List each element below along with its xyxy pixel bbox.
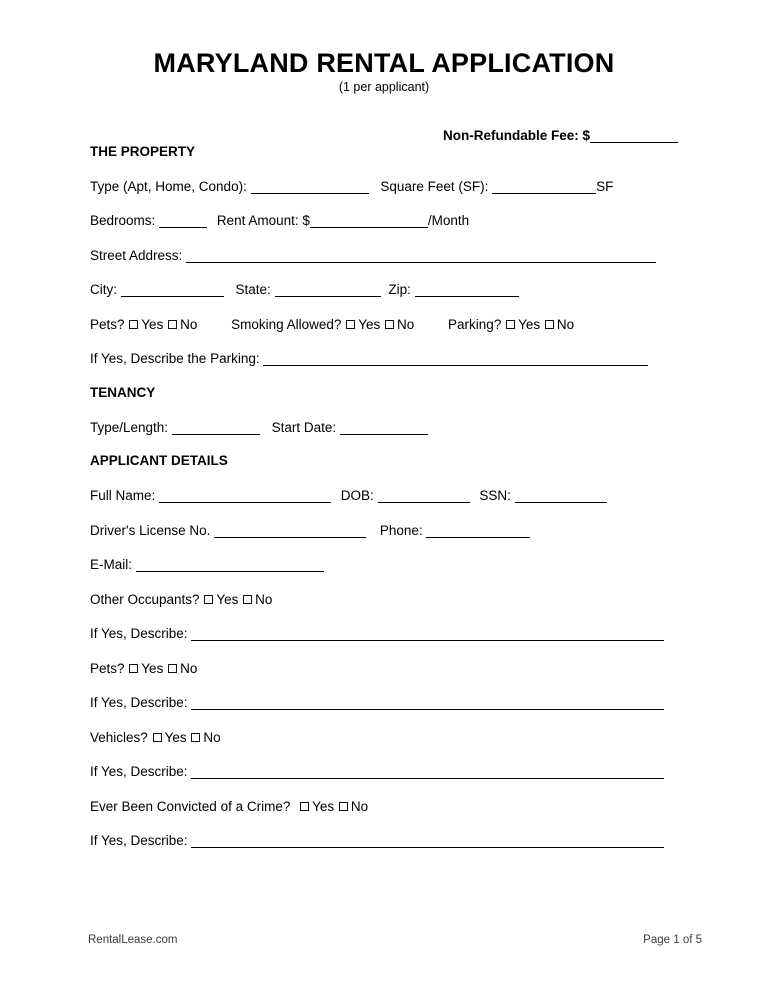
footer-page-number: Page 1 of 5 xyxy=(643,934,702,946)
section-heading-applicant: APPLICANT DETAILS xyxy=(90,453,228,469)
zip-blank[interactable] xyxy=(415,296,519,297)
smoking-label: Smoking Allowed? xyxy=(231,316,342,332)
property-pets-no-checkbox[interactable] xyxy=(168,320,177,329)
dob-label: DOB: xyxy=(340,488,374,504)
full-name-label: Full Name: xyxy=(90,488,156,504)
non-refundable-fee-field xyxy=(443,128,678,143)
row-crime xyxy=(90,799,678,815)
drivers-license-label: Driver's License No. xyxy=(90,522,211,538)
crime-yes-checkbox[interactable] xyxy=(300,802,309,811)
non-refundable-fee-label: Non-Refundable Fee: $ xyxy=(442,128,590,143)
occupants-describe-blank[interactable] xyxy=(191,640,664,641)
vehicles-describe-blank[interactable] xyxy=(191,778,664,779)
email-blank[interactable] xyxy=(136,571,324,572)
other-occupants-no-label: No xyxy=(255,591,273,607)
crime-yes-label: Yes xyxy=(312,798,335,814)
smoking-yes-checkbox[interactable] xyxy=(346,320,355,329)
ssn-label: SSN: xyxy=(479,488,511,504)
type-length-label: Type/Length: xyxy=(90,419,169,435)
parking-label: Parking? xyxy=(448,316,502,332)
row-occupants-describe xyxy=(90,626,678,642)
row-street-address xyxy=(90,248,678,264)
section-heading-property: THE PROPERTY xyxy=(90,144,196,159)
row-name-dob-ssn xyxy=(90,488,678,504)
ssn-blank[interactable] xyxy=(515,502,607,503)
parking-yes-label: Yes xyxy=(518,316,541,332)
crime-describe-label: If Yes, Describe: xyxy=(90,833,188,849)
row-license-phone xyxy=(90,523,678,539)
full-name-blank[interactable] xyxy=(159,502,331,503)
vehicles-yes-label: Yes xyxy=(164,729,187,745)
row-city-state-zip xyxy=(90,282,678,298)
property-pets-yes-checkbox[interactable] xyxy=(129,320,138,329)
applicant-pets-label: Pets? xyxy=(90,660,125,676)
vehicles-no-checkbox[interactable] xyxy=(191,733,200,742)
crime-no-checkbox[interactable] xyxy=(339,802,348,811)
row-email xyxy=(90,557,678,573)
start-date-blank[interactable] xyxy=(340,434,428,435)
applicant-pets-yes-label: Yes xyxy=(141,660,164,676)
other-occupants-yes-checkbox[interactable] xyxy=(204,595,213,604)
state-label: State: xyxy=(235,282,271,298)
row-pets-describe xyxy=(90,695,678,711)
parking-describe-blank[interactable] xyxy=(263,365,648,366)
page-title: MARYLAND RENTAL APPLICATION xyxy=(153,48,615,78)
property-pets-yes-label: Yes xyxy=(141,316,164,332)
vehicles-label: Vehicles? xyxy=(90,729,148,745)
vehicles-no-label: No xyxy=(203,729,221,745)
row-parking-describe xyxy=(90,351,678,367)
drivers-license-blank[interactable] xyxy=(214,537,366,538)
state-blank[interactable] xyxy=(275,296,381,297)
pets-describe-blank[interactable] xyxy=(191,709,664,710)
dob-blank[interactable] xyxy=(378,502,470,503)
parking-no-checkbox[interactable] xyxy=(545,320,554,329)
row-other-occupants xyxy=(90,592,678,608)
property-pets-no-label: No xyxy=(180,316,198,332)
row-tenancy-type-start xyxy=(90,420,678,436)
footer-site-name: RentalLease.com xyxy=(88,934,178,946)
applicant-pets-no-checkbox[interactable] xyxy=(168,664,177,673)
non-refundable-fee-blank[interactable] xyxy=(590,142,678,143)
email-label: E-Mail: xyxy=(90,557,133,573)
city-blank[interactable] xyxy=(121,296,224,297)
row-applicant-pets xyxy=(90,661,678,677)
page-subtitle: (1 per applicant) xyxy=(338,80,430,94)
pets-describe-label: If Yes, Describe: xyxy=(90,695,188,711)
other-occupants-label: Other Occupants? xyxy=(90,591,200,607)
zip-label: Zip: xyxy=(388,282,411,298)
city-label: City: xyxy=(90,282,117,298)
start-date-label: Start Date: xyxy=(271,419,337,435)
vehicles-describe-label: If Yes, Describe: xyxy=(90,764,188,780)
type-length-blank[interactable] xyxy=(172,434,260,435)
bedrooms-label: Bedrooms: xyxy=(90,213,156,229)
parking-describe-label: If Yes, Describe the Parking: xyxy=(90,351,260,367)
crime-no-label: No xyxy=(350,798,369,814)
smoking-no-label: No xyxy=(397,316,415,332)
phone-label: Phone: xyxy=(379,522,423,538)
rent-amount-label: Rent Amount: $ xyxy=(216,213,310,229)
street-address-blank[interactable] xyxy=(186,262,656,263)
smoking-no-checkbox[interactable] xyxy=(385,320,394,329)
form-body xyxy=(90,145,678,868)
row-bedrooms-rent xyxy=(90,213,678,229)
rent-amount-blank[interactable] xyxy=(310,227,428,228)
square-feet-suffix: SF xyxy=(596,178,614,194)
row-type-square-feet xyxy=(90,179,678,195)
parking-no-label: No xyxy=(556,316,575,332)
phone-blank[interactable] xyxy=(426,537,530,538)
section-heading-tenancy: TENANCY xyxy=(90,384,156,400)
occupants-describe-label: If Yes, Describe: xyxy=(90,626,188,642)
applicant-pets-yes-checkbox[interactable] xyxy=(129,664,138,673)
row-vehicles-describe xyxy=(90,764,678,780)
street-address-label: Street Address: xyxy=(90,247,183,263)
parking-yes-checkbox[interactable] xyxy=(506,320,515,329)
crime-label: Ever Been Convicted of a Crime? xyxy=(90,798,291,814)
crime-describe-blank[interactable] xyxy=(191,847,664,848)
other-occupants-yes-label: Yes xyxy=(216,591,239,607)
square-feet-blank[interactable] xyxy=(492,193,596,194)
applicant-pets-no-label: No xyxy=(180,660,198,676)
smoking-yes-label: Yes xyxy=(358,316,381,332)
type-label: Type (Apt, Home, Condo): xyxy=(90,178,247,194)
row-vehicles xyxy=(90,730,678,746)
type-blank[interactable] xyxy=(251,193,369,194)
other-occupants-no-checkbox[interactable] xyxy=(243,595,252,604)
row-pets-smoking-parking xyxy=(90,317,678,333)
vehicles-yes-checkbox[interactable] xyxy=(153,733,162,742)
bedrooms-blank[interactable] xyxy=(159,227,207,228)
square-feet-label: Square Feet (SF): xyxy=(380,178,489,194)
property-pets-label: Pets? xyxy=(90,316,125,332)
row-crime-describe xyxy=(90,833,678,849)
rent-amount-suffix: /Month xyxy=(427,213,470,229)
